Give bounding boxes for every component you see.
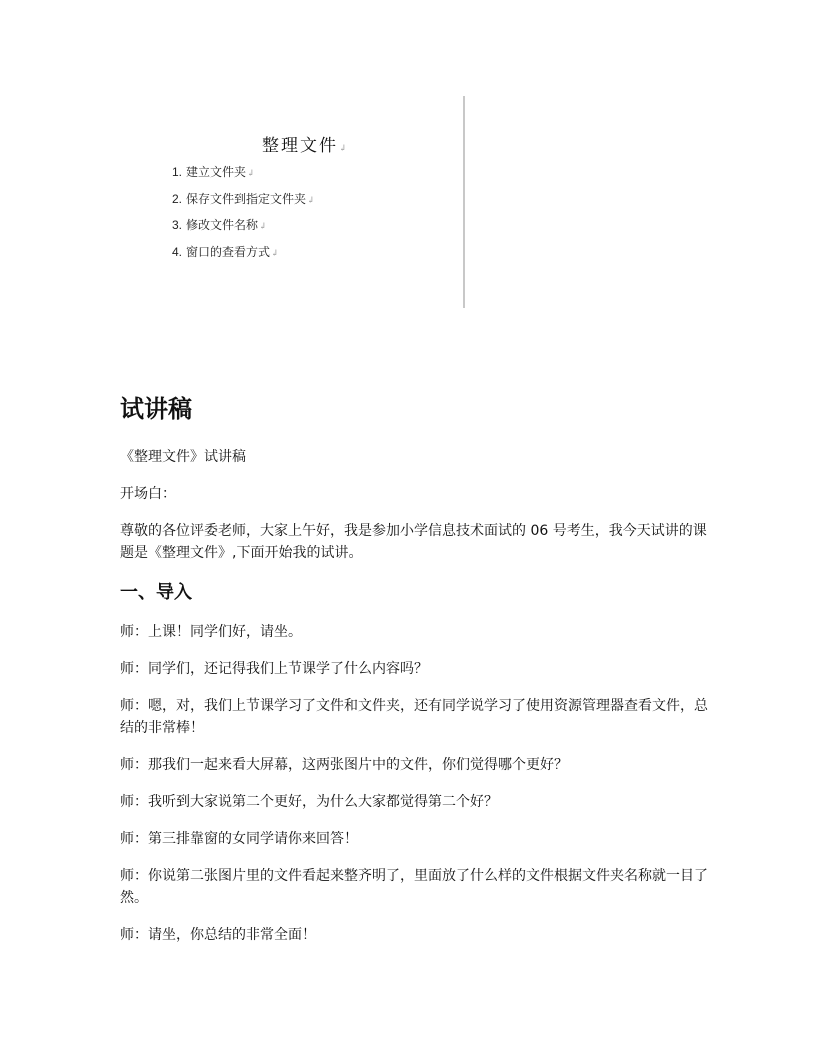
- document-title: 试讲稿: [120, 395, 192, 423]
- blackboard-outline: [172, 163, 315, 269]
- opening-label: 开场白：: [120, 486, 176, 502]
- paragraph: 师：第三排靠窗的女同学请你来回答！: [120, 831, 358, 847]
- section-heading: 一、导入: [120, 582, 192, 603]
- outline-item-text: 修改文件名称: [186, 218, 259, 232]
- paragraph: 师：我听到大家说第二个更好，为什么大家都觉得第二个好？: [120, 794, 498, 810]
- paragraph: 师：你说第二张图片里的文件看起来整齐明了，里面放了什么样的文件根据文件夹名称就一目了然。: [120, 868, 708, 906]
- blackboard-divider: [463, 96, 465, 308]
- document-body: [120, 392, 710, 961]
- outline-item: [172, 216, 315, 243]
- outline-item-number: 4.: [172, 244, 183, 259]
- paragraph: 师：同学们，还记得我们上节课学了什么内容吗？: [120, 661, 428, 677]
- outline-item-number: 2.: [172, 191, 183, 206]
- outline-item: [172, 163, 315, 190]
- document-subtitle: 《整理文件》试讲稿: [120, 449, 246, 465]
- outline-item-text: 窗口的查看方式: [186, 244, 271, 259]
- blackboard-title: [262, 131, 349, 156]
- paragraph-mark: ↲: [307, 195, 315, 206]
- paragraph: 师：上课！同学们好，请坐。: [120, 624, 302, 640]
- opening-paragraph: 尊敬的各位评委老师，大家上午好，我是参加小学信息技术面试的 06 号考生，我今天试讲的课题是《整理文件》,下面开始我的试讲。: [120, 523, 707, 561]
- paragraph: 师：请坐，你总结的非常全面！: [120, 927, 316, 943]
- outline-item-text: 保存文件到指定文件夹: [186, 191, 307, 206]
- outline-item: [172, 190, 315, 217]
- outline-item-text: 建立文件夹: [186, 165, 247, 179]
- outline-item-number: 3.: [172, 218, 183, 232]
- outline-item: [172, 243, 315, 270]
- outline-item-number: 1.: [172, 165, 183, 179]
- paragraph: 师：嗯，对，我们上节课学习了文件和文件夹，还有同学说学习了使用资源管理器查看文件，总结的非常棒！: [120, 698, 708, 736]
- paragraph-mark: ↲: [247, 169, 255, 179]
- paragraph: 师：那我们一起来看大屏幕，这两张图片中的文件，你们觉得哪个更好？: [120, 757, 568, 773]
- paragraph-mark: ↲: [259, 222, 267, 232]
- paragraph-mark: ↲: [339, 144, 349, 154]
- blackboard-title-text: 整理文件: [262, 136, 338, 156]
- paragraph-mark: ↲: [271, 248, 279, 259]
